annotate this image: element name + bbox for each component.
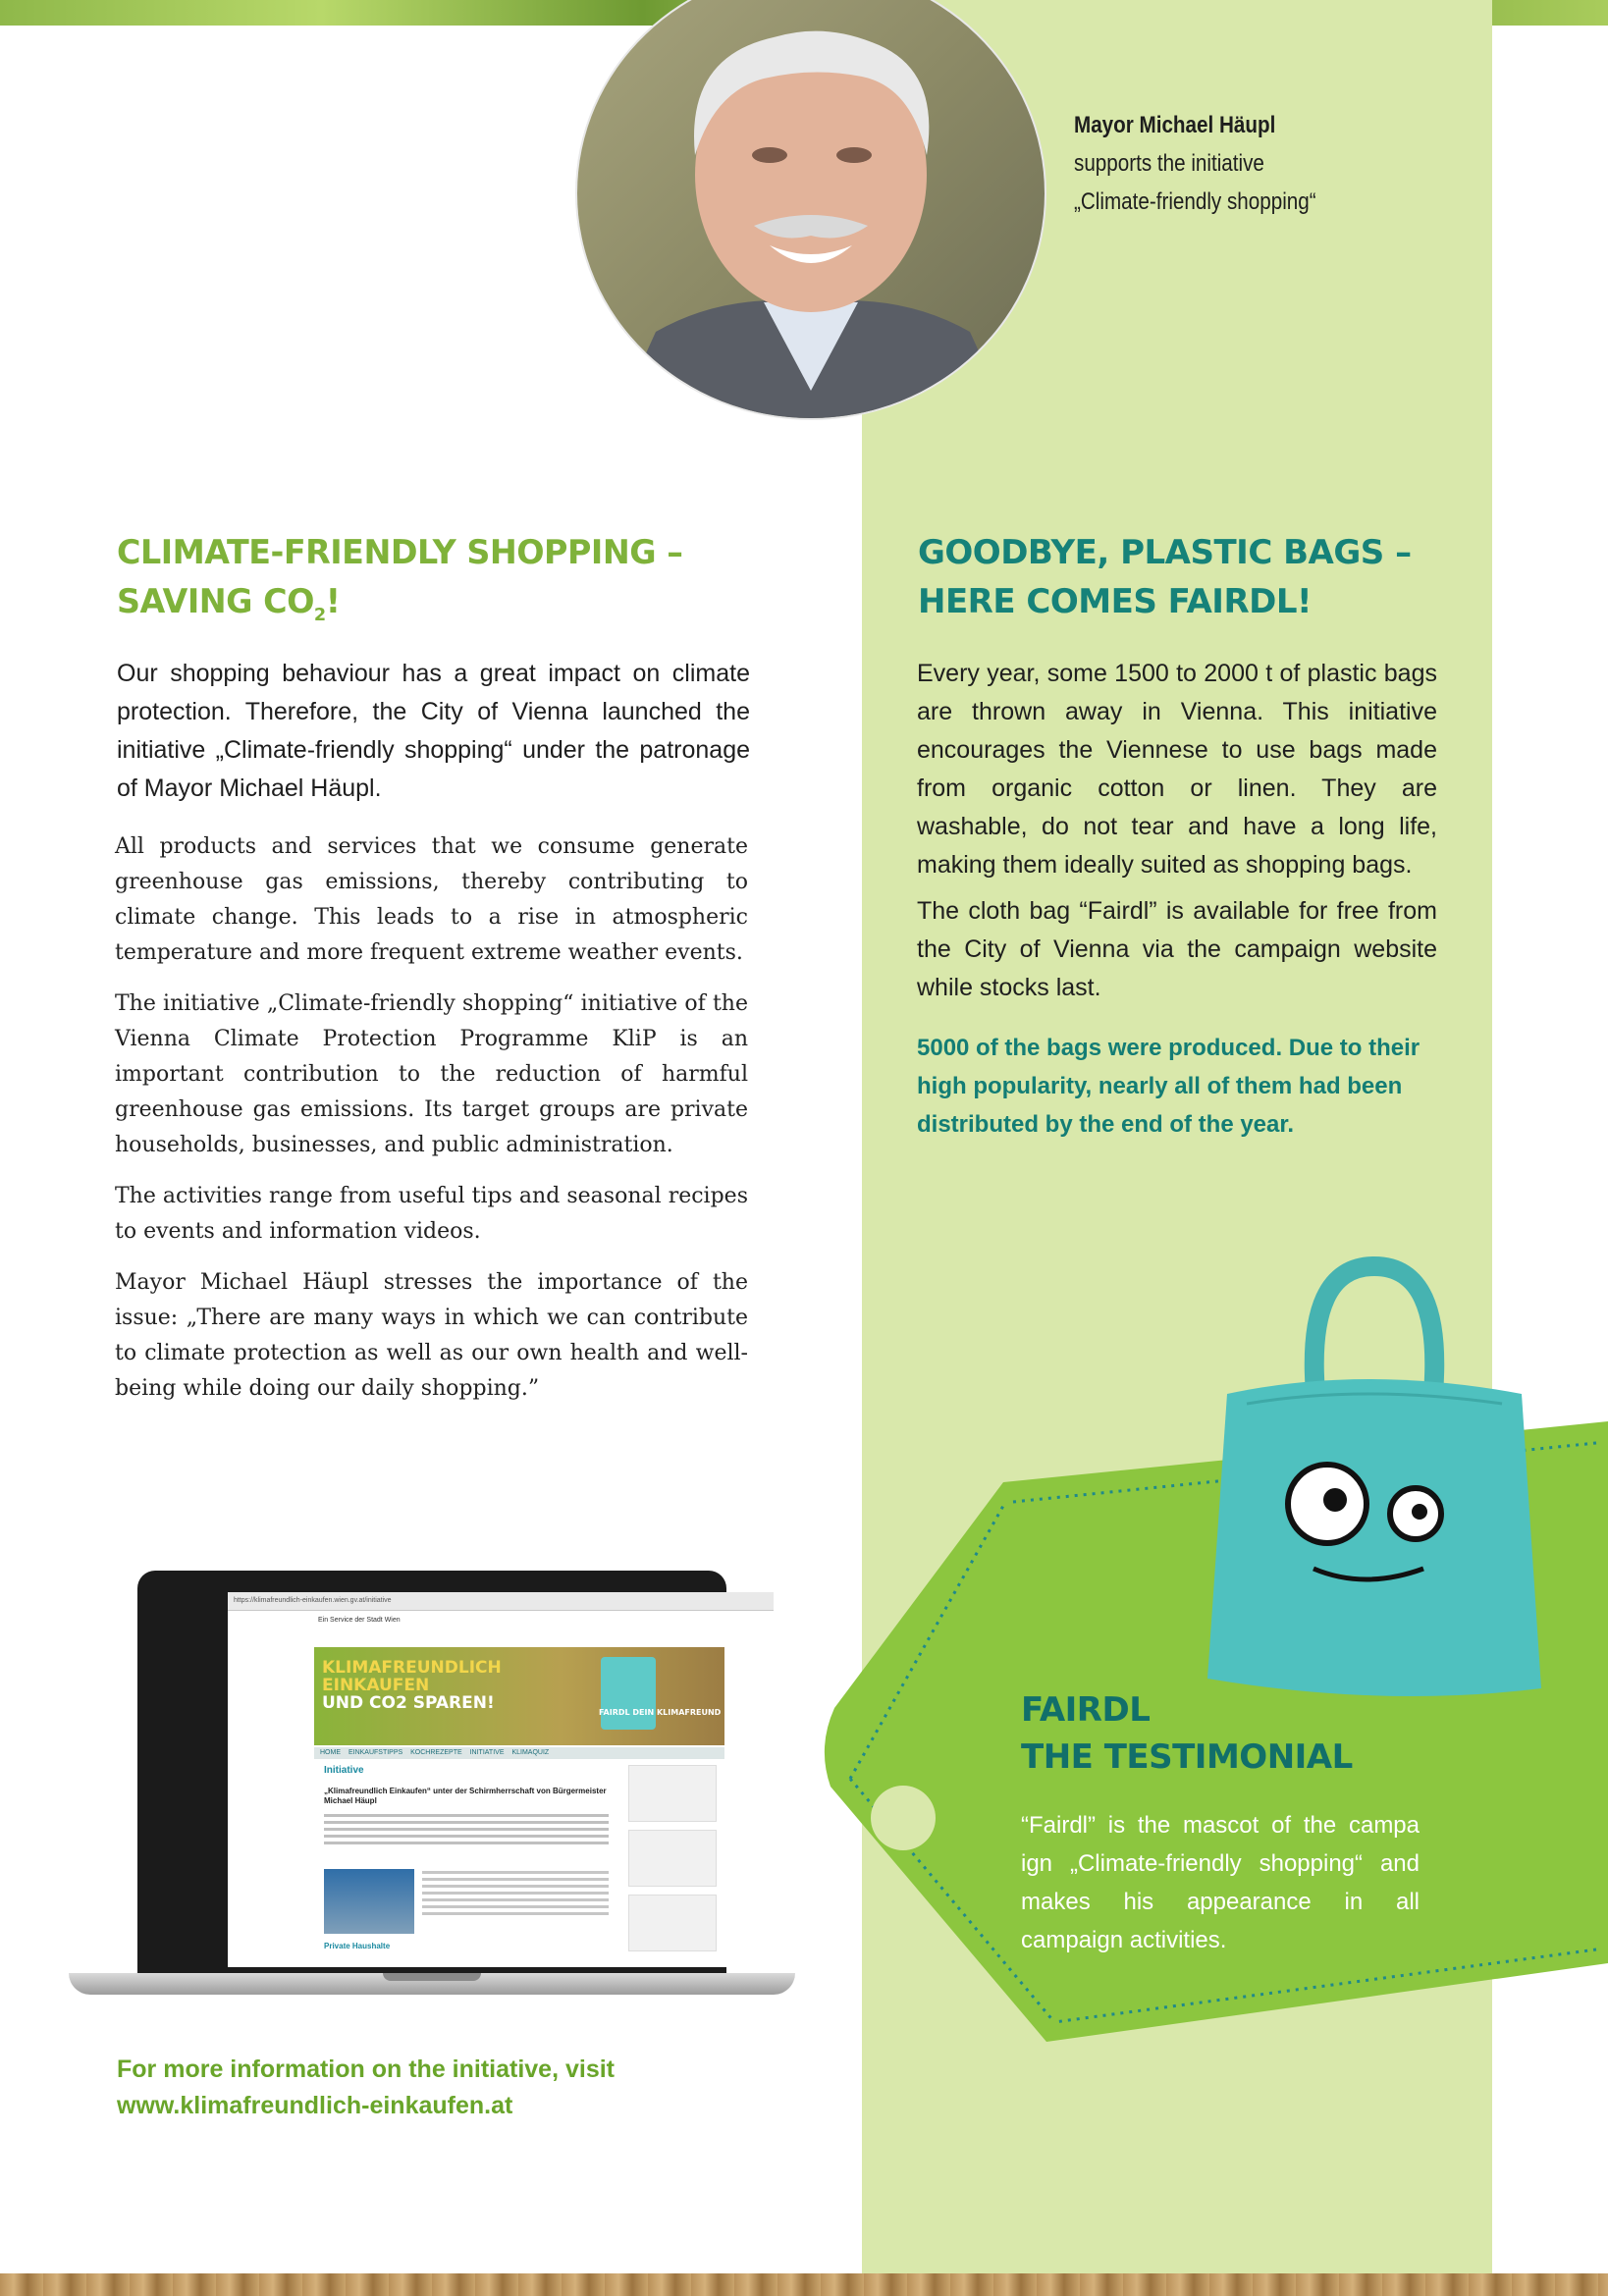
left-heading-line-2 (117, 577, 732, 640)
laptop-mockup (69, 1571, 795, 2002)
nav-item-recipes: KOCHREZEPTE (410, 1749, 462, 1756)
more-info (117, 2052, 667, 2124)
screen-text-lines-2 (422, 1871, 609, 1919)
left-heading-exclaim: ! (325, 582, 341, 621)
screen-subheading: „Klimafreundlich Einkaufen“ unter der Schirmherrschaft von Bürgermeister Michael Häupl (324, 1787, 607, 1805)
caption-line-1: supports the initiative (1074, 150, 1264, 177)
right-heading (918, 528, 1507, 626)
right-body-text (917, 655, 1437, 1015)
right-heading-line-2: HERE COMES FAIRDL! (918, 582, 1313, 621)
more-info-line-1: For more information on the initiative, visit (117, 2056, 615, 2083)
site-header: Ein Service der Stadt Wien (228, 1611, 774, 1630)
left-heading-subscript: 2 (313, 604, 326, 625)
caption-name: Mayor Michael Häupl (1074, 112, 1276, 138)
site-banner (314, 1647, 724, 1745)
screen-photo (324, 1869, 414, 1934)
banner-bag-icon (601, 1657, 656, 1730)
banner-line-3: UND CO2 SPAREN! (322, 1693, 495, 1713)
banner-bag-label: FAIRDL DEIN KLIMAFREUND (599, 1708, 722, 1717)
right-highlight-text: 5000 of the bags were produced. Due to their high popularity, nearly all of them had been distributed by the end of the year. (917, 1035, 1420, 1138)
screen-section-title: Initiative (324, 1765, 364, 1776)
body-paragraph-1: All products and services that we consume generate greenhouse gas emissions, thereby contributing to climate change. This leads to a rise in atmospheric temperature and more frequent extreme weather events. (115, 834, 748, 965)
browser-address-bar: https://klimafreundlich-einkaufen.wien.gv.at/initiative (228, 1592, 774, 1611)
right-heading-line-1: GOODBYE, PLASTIC BAGS – (918, 533, 1412, 572)
body-paragraph-2: The initiative „Climate-friendly shopping“ initiative of the Vienna Climate Protection Programme KliP is an important contribution to the reduction of harmful greenhouse gas emissions. Its target groups are private households, businesses, and public administration. (115, 991, 748, 1157)
banner-title (322, 1659, 502, 1712)
banner-line-1: KLIMAFREUNDLICH (322, 1658, 502, 1678)
banner-line-2: EINKAUFEN (322, 1676, 430, 1695)
caption-line-2: „Climate-friendly shopping“ (1074, 188, 1316, 215)
left-lead-paragraph: Our shopping behaviour has a great impact on climate protection. Therefore, the City of Vienna launched the initiative „Climate-friendly shopping“ under the patronage of Mayor Michael Häupl. (117, 660, 750, 802)
fairdl-heading-line-2: THE TESTIMONIAL (1021, 1737, 1353, 1777)
left-body-text (115, 829, 748, 1422)
screen-sidebar (628, 1765, 717, 1959)
wood-texture-bottom-strip (0, 2273, 1608, 2296)
laptop-notch (383, 1973, 481, 1981)
screen-text-lines (324, 1814, 609, 1848)
body-paragraph-4: Mayor Michael Häupl stresses the importance of the issue: „There are many ways in which we can contribute to climate protection as well as our own health and well-being while doing our daily shopping.” (115, 1270, 748, 1401)
screen-private-heading: Private Haushalte (324, 1942, 391, 1950)
fairdl-description: “Fairdl” is the mascot of the campa ign „Climate-friendly shopping“ and makes his appearance in all campaign activities. (1021, 1812, 1420, 1953)
nav-item-tips: EINKAUFSTIPPS (348, 1749, 403, 1756)
nav-item-initiative: INITIATIVE (469, 1749, 505, 1756)
left-heading-line-1: CLIMATE-FRIENDLY SHOPPING – (117, 533, 683, 572)
right-paragraph-2: The cloth bag “Fairdl” is available for free from the City of Vienna via the campaign website while stocks last. (917, 897, 1437, 1001)
fairdl-heading-line-1: FAIRDL (1021, 1690, 1151, 1730)
fairdl-bag-mascot (1188, 1247, 1551, 1708)
laptop-screen (228, 1592, 774, 1967)
nav-item-home: HOME (320, 1749, 341, 1756)
right-paragraph-1: Every year, some 1500 to 2000 t of plastic bags are thrown away in Vienna. This initiative encourages the Viennese to use bags made from organic cotton or linen. They are washable, do not tear and have a long life, making them ideally suited as shopping bags. (917, 660, 1437, 879)
laptop-lid (137, 1571, 726, 1975)
left-heading-co: SAVING CO (117, 582, 314, 621)
nav-item-quiz: KLIMAQUIZ (511, 1749, 550, 1756)
portrait-caption (1074, 106, 1344, 221)
more-info-url[interactable]: www.klimafreundlich-einkaufen.at (117, 2092, 513, 2119)
site-nav (314, 1747, 724, 1759)
left-heading (117, 528, 732, 640)
body-paragraph-3: The activities range from useful tips and seasonal recipes to events and information videos. (115, 1184, 748, 1244)
